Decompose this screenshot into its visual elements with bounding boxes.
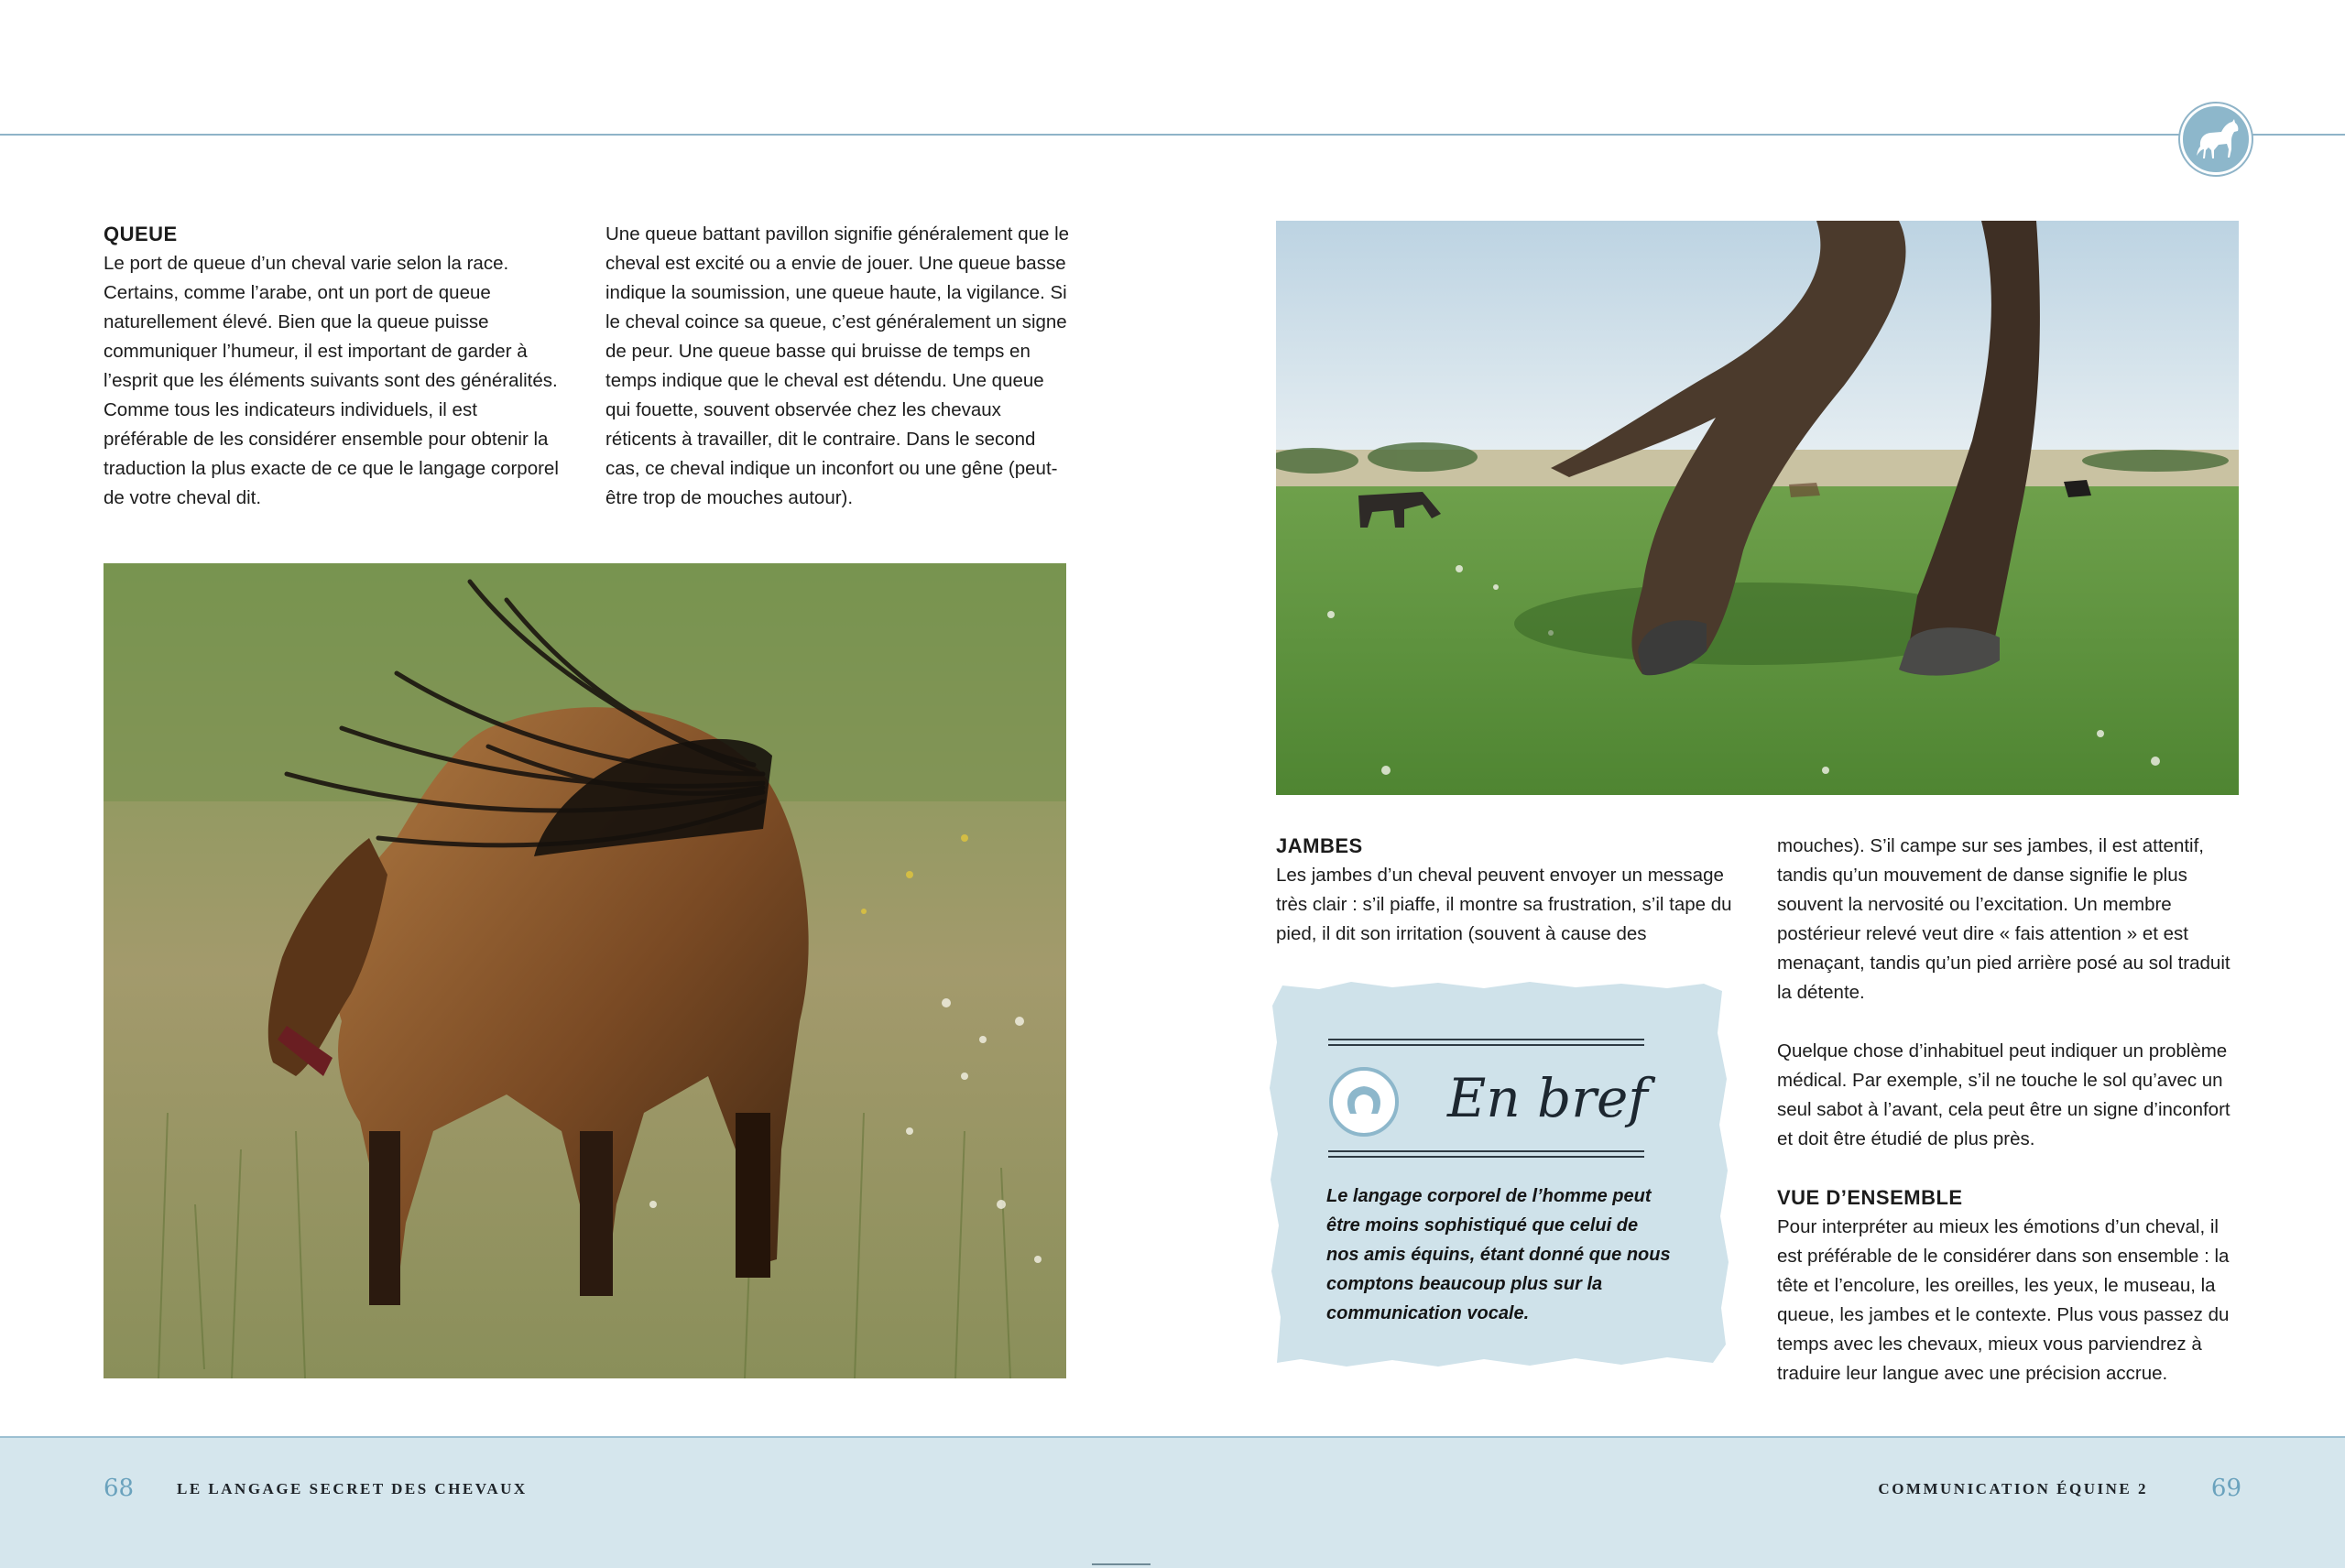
- jambes-paragraph-2: mouches). S’il campe sur ses jambes, il est attentif, tandis qu’un mouvement de danse signifie le plus souvent la nervosité ou l’excitation. Un membre postérieur relevé veut dire « fais attention » et est menaçant, tandis qu’un pied arrière posé au sol traduit la détente.: [1777, 835, 2230, 1003]
- en-bref-text: Le langage corporel de l’homme peut être moins sophistiqué que celui de nos amis équins, étant donné que nous comptons beaucoup plus sur la communication vocale.: [1326, 1186, 1671, 1323]
- running-title-right: COMMUNICATION ÉQUINE 2: [1878, 1480, 2148, 1497]
- page-number-right: 69: [2210, 1475, 2241, 1502]
- running-title-left: LE LANGAGE SECRET DES CHEVAUX: [177, 1480, 528, 1497]
- header-rule: [0, 134, 2345, 136]
- horse-icon: [2183, 106, 2249, 172]
- jambes-heading: JAMBES: [1276, 834, 1363, 857]
- jambes-column-2: [1777, 832, 2246, 1388]
- en-bref-rule-top: [1328, 1039, 1644, 1046]
- queue-column-1: [104, 220, 562, 513]
- jambes-column-1: [1276, 832, 1743, 949]
- en-bref-rule-bottom: [1328, 1150, 1644, 1158]
- queue-paragraph-1: Le port de queue d’un cheval varie selon la race. Certains, comme l’arabe, ont un port de queue naturellement élevé. Bien que la queue puisse communiquer l’humeur, il est important de garder à l’esprit que les éléments suivants sont des généralités. Comme tous les indicateurs individuels, il est préférable de les considérer ensemble pour obtenir la traduction la plus exacte de ce que le langage corporel de votre cheval dit.: [104, 253, 559, 508]
- horseshoe-icon: [1328, 1066, 1400, 1138]
- queue-heading: QUEUE: [104, 223, 178, 245]
- gutter-mark: [1092, 1563, 1151, 1565]
- chapter-badge: [2180, 103, 2252, 175]
- horse-legs-photo: [1276, 221, 2239, 795]
- ensemble-heading: VUE D’ENSEMBLE: [1777, 1186, 1963, 1209]
- ensemble-paragraph: Pour interpréter au mieux les émotions d’un cheval, il est préférable de le considérer dans son ensemble : la tête et l’encolure, les oreilles, les yeux, le museau, la queue, les jambes et le contexte. Plus vous passez du temps avec les chevaux, mieux vous parviendrez à traduire leur langue avec une précision accrue.: [1777, 1216, 2230, 1384]
- queue-column-2: [605, 220, 1073, 513]
- jambes-paragraph-3: Quelque chose d’inhabituel peut indiquer un problème médical. Par exemple, s’il ne touche le sol qu’avec un seul sabot à l’avant, cela peut être un signe d’inconfort et doit être étudié de plus près.: [1777, 1040, 2230, 1149]
- en-bref-title: En bref: [1447, 1067, 1648, 1129]
- footer: [0, 1436, 2345, 1568]
- jambes-paragraph-1: Les jambes d’un cheval peuvent envoyer un message très clair : s’il piaffe, il montre sa frustration, s’il tape du pied, il dit son irritation (souvent à cause des: [1276, 865, 1732, 944]
- page-number-left: 68: [104, 1475, 135, 1502]
- en-bref-box: [1264, 978, 1736, 1374]
- horse-tail-photo: [104, 563, 1066, 1378]
- queue-paragraph-2: Une queue battant pavillon signifie généralement que le cheval est excité ou a envie de jouer. Une queue basse indique la soumission, une queue haute, la vigilance. Si le cheval coince sa queue, c’est généralement un signe de peur. Une queue basse qui bruisse de temps en temps indique que le cheval est détendu. Une queue qui fouette, souvent observée chez les chevaux réticents à travailler, dit le contraire. Dans le second cas, ce cheval indique un inconfort ou une gêne (peut-être trop de mouches autour).: [605, 223, 1070, 508]
